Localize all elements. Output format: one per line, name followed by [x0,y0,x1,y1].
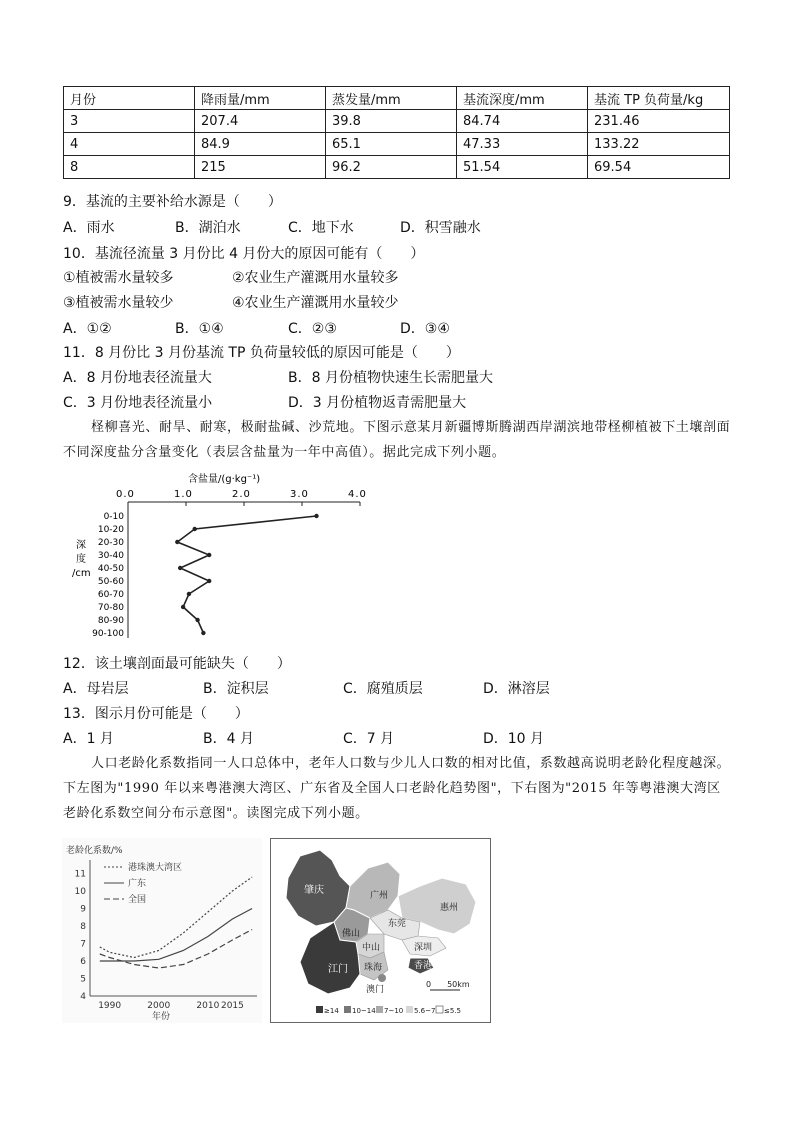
q13-option-c[interactable]: C．7 月 [343,731,395,747]
y-label-char: 深 [76,540,86,551]
aging-chart-ylabel: 老龄化系数/% [66,846,123,856]
q12-option-c[interactable]: C．腐殖质层 [343,681,423,697]
table-header-cell: 基流深度/mm [457,87,588,110]
table-cell: 47.33 [457,133,588,156]
q10-item-1: ①植被需水量较多 [63,270,174,286]
city-label: 澳门 [366,985,385,995]
table-cell: 84.9 [195,133,326,156]
city-label: 深圳 [414,943,433,953]
salt-data-point [178,566,182,570]
y-tick-label: 9 [80,904,86,915]
depth-tick-label: 90-100 [92,629,124,639]
q13-stem: 13．图示月份可能是（ ） [63,706,249,722]
bay-area-map [270,838,491,1023]
table-cell: 231.46 [588,110,730,133]
depth-tick-label: 70-80 [97,603,124,613]
city-label: 中山 [362,943,381,953]
depth-tick-label: 20-30 [97,538,124,548]
table-cell: 4 [64,133,195,156]
q10-item-3: ③植被需水量较少 [63,295,174,311]
salt-chart [60,470,380,650]
city-label: 东莞 [388,919,407,929]
legend-item: 全国 [128,895,147,905]
depth-tick-label: 0-10 [103,512,124,522]
legend-item: 广东 [128,879,147,889]
q11-option-d[interactable]: D．3 月份植物返青需肥量大 [288,395,467,411]
legend-item: 港珠澳大湾区 [128,863,183,873]
q12-option-a[interactable]: A．母岩层 [63,681,129,697]
table-row [64,133,730,156]
y-tick-label: 7 [80,939,86,950]
city-label: 肇庆 [304,885,324,896]
table-cell: 3 [64,110,195,133]
q11-option-c[interactable]: C．3 月份地表径流量小 [63,395,213,411]
table-cell: 65.1 [326,133,457,156]
legend-item: ≤5.5 [444,1007,461,1015]
salt-chart-title: 含盐量/(g·kg⁻¹) [188,474,261,485]
x-tick-label: 3.0 [290,489,309,500]
table-header-cell: 基流 TP 负荷量/kg [588,87,730,110]
table-cell: 69.54 [588,156,730,179]
y-tick-label: 11 [74,869,86,880]
y-tick-label: 8 [80,922,86,932]
data-table [63,86,730,179]
y-tick-label: 10 [74,887,86,897]
q13-option-d[interactable]: D．10 月 [483,731,545,747]
intro-paragraph-3: 人口老龄化系数指同一人口总体中，老年人口数与少儿人口数的相对比值，系数越高说明老龄化程度越深。下左图为"1990 年以来粤港澳大湾区、广东省及全国人口老龄化趋势图"，下右图为"2015 年等粤港澳大湾区老龄化系数空间分布示意图"。读图完成下列小题。 [63,756,731,821]
y-tick-label: 4 [80,992,86,1002]
legend-item: 7~10 [384,1007,404,1015]
q10-option-a[interactable]: A．①② [63,321,112,337]
table-row [64,110,730,133]
table-header-cell: 月份 [64,87,195,110]
salt-data-point [175,540,179,544]
y-tick-label: 5 [80,974,86,985]
scale-label: 0 50km [426,980,470,989]
q9-option-b[interactable]: B．湖泊水 [175,220,241,236]
table-cell: 133.22 [588,133,730,156]
table-cell: 84.74 [457,110,588,133]
city-label: 江门 [328,964,348,975]
y-tick-label: 6 [80,957,86,967]
q9-option-a[interactable]: A．雨水 [63,220,115,236]
table-cell: 207.4 [195,110,326,133]
depth-tick-label: 30-40 [97,551,124,561]
q10-stem: 10．基流径流量 3 月份比 4 月份大的原因可能有（ ） [63,246,425,262]
salt-data-point [207,553,211,557]
q11-option-a[interactable]: A．8 月份地表径流量大 [63,370,212,386]
region-macau [378,974,386,982]
depth-tick-label: 10-20 [97,525,124,535]
table-cell: 215 [195,156,326,179]
x-tick-label: 2.0 [232,489,251,500]
aging-chart [62,838,262,1023]
table-cell: 51.54 [457,156,588,179]
q10-item-4: ④农业生产灌溉用水量较少 [232,295,399,311]
salt-data-point [314,514,318,518]
q10-option-c[interactable]: C．②③ [288,321,337,337]
q9-stem: 9．基流的主要补给水源是（ ） [63,194,282,210]
q10-item-2: ②农业生产灌溉用水量较多 [232,270,399,286]
aging-chart-xlabel: 年份 [152,1012,171,1022]
table-header-row [64,87,730,110]
table-row [64,156,730,179]
legend-item: 5.6~7 [414,1007,436,1015]
x-tick-label: 1.0 [174,489,193,500]
x-tick-label: 4.0 [348,489,367,500]
x-tick-label: 2010 [196,1001,220,1011]
q13-option-a[interactable]: A．1 月 [63,731,114,747]
y-axis-label [72,539,91,579]
x-tick-label: 2000 [147,1001,171,1011]
depth-tick-label: 60-70 [97,590,124,600]
table-header-cell: 蒸发量/mm [326,87,457,110]
y-label-char: 度 [76,554,86,565]
city-label: 佛山 [342,929,361,939]
y-label-char: /cm [72,568,91,579]
salt-data-point [207,579,211,583]
q13-option-b[interactable]: B．4 月 [203,731,254,747]
depth-tick-label: 50-60 [97,577,124,587]
x-tick-label: 0.0 [116,489,135,500]
q11-stem: 11．8 月份比 3 月份基流 TP 负荷量较低的原因可能是（ ） [63,345,460,361]
q12-option-b[interactable]: B．淀积层 [203,681,269,697]
salt-data-point [193,527,197,531]
salt-data-point [181,605,185,609]
depth-labels [92,512,124,639]
table-cell: 39.8 [326,110,457,133]
table-header-cell: 降雨量/mm [195,87,326,110]
city-label: 珠海 [364,963,383,973]
depth-tick-label: 40-50 [97,564,124,574]
city-label: 香港 [414,961,433,971]
intro-paragraph-2: 柽柳喜光、耐旱、耐寒，极耐盐碱、沙荒地。下图示意某月新疆博斯腾湖西岸湖滨地带柽柳植被下土壤剖面不同深度盐分含量变化（表层含盐量为一年中高值）。据此完成下列小题。 [63,420,731,460]
scale-bar [426,980,470,990]
table-cell: 8 [64,156,195,179]
q11-option-b[interactable]: B．8 月份植物快速生长需肥量大 [288,370,493,386]
salt-data-point [187,592,191,596]
salt-data-point [201,631,205,635]
city-label: 广州 [370,891,389,901]
q9-option-c[interactable]: C．地下水 [288,220,354,236]
salt-data-point [195,618,199,622]
q9-option-d[interactable]: D．积雪融水 [400,220,481,236]
x-tick-label: 1990 [98,1001,122,1011]
q10-option-b[interactable]: B．①④ [175,321,224,337]
salt-series-line [177,516,316,633]
table-cell: 96.2 [326,156,457,179]
x-tick-label: 2015 [220,1001,244,1011]
city-label: 惠州 [440,903,459,913]
q12-option-d[interactable]: D．淋溶层 [483,681,550,697]
legend-item: ≥14 [324,1007,339,1015]
q12-stem: 12．该土壤剖面最可能缺失（ ） [63,656,291,672]
depth-tick-label: 80-90 [97,616,124,626]
legend-item: 10~14 [352,1007,376,1015]
q10-option-d[interactable]: D．③④ [400,321,450,337]
